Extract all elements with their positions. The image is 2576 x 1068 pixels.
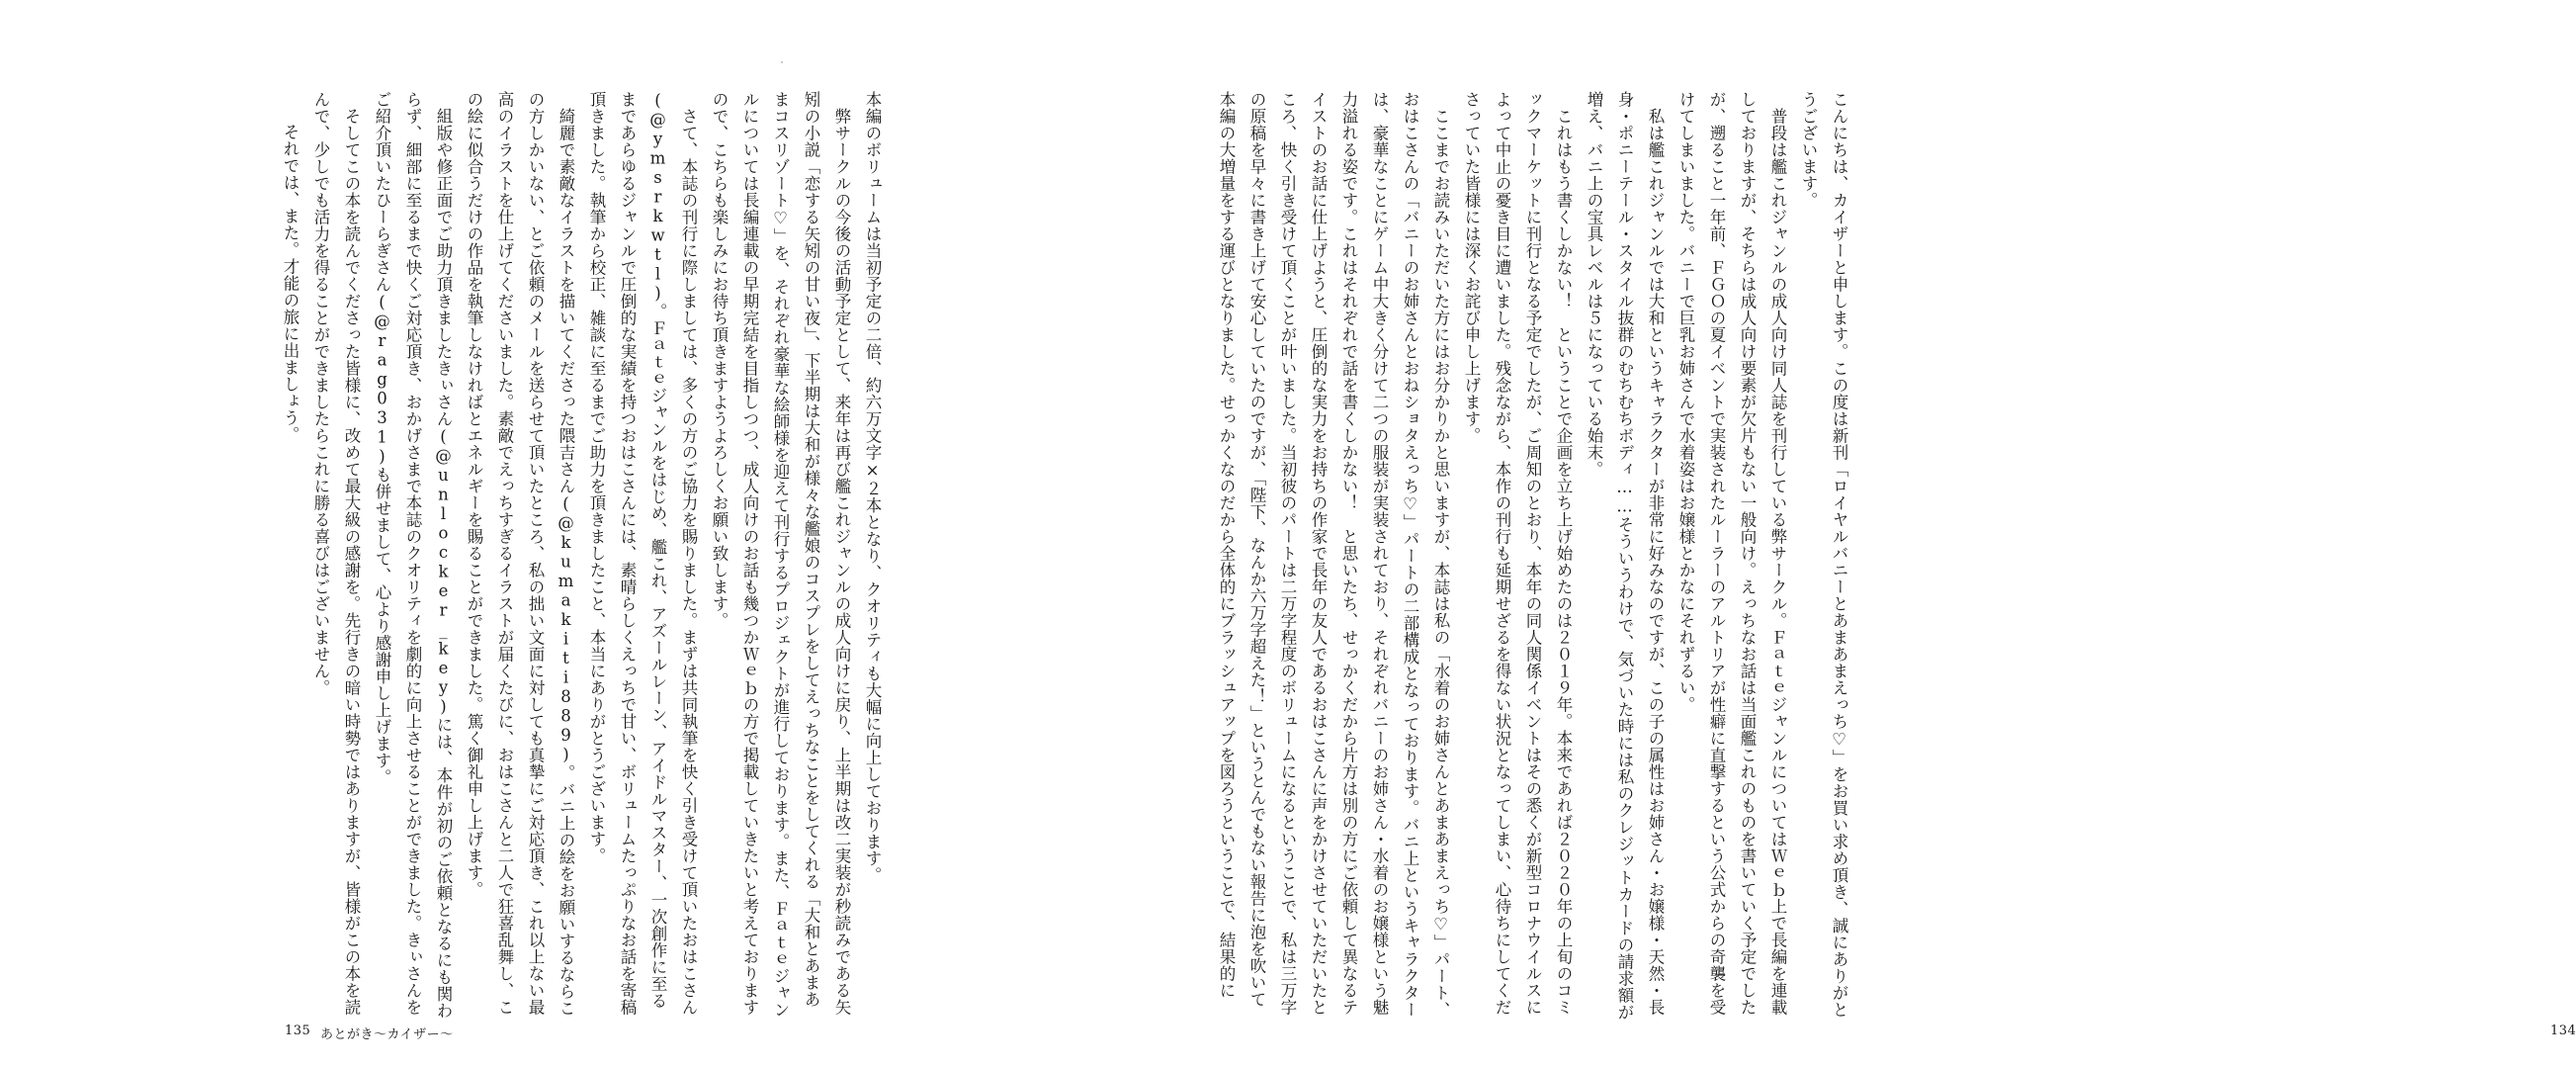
right-page: [949, 0, 2576, 1068]
paragraph: 綺麗で素敵なイラストを描いてくださった隈吉さん(@kumakiti889)。バニ上の絵をお願いするならこの方しかいない、とご依頼のメールを送らせて頂いたところ、私の拙い文面に対しても真摯にご対応頂き、これ以上ない最高のイラストを仕上げてくださいました。素敵でえっちすぎるイラストが届くたびに、おはこさんと二人で狂喜乱舞し、この絵に似合うだけの作品を執筆しなければとエネルギーを賜ることができました。篤く御礼申し上げます。: [465, 91, 575, 1017]
paragraph: 私は艦これジャンルでは大和というキャラクターが非常に好みなのですが、この子の属性はお姉さん・お嬢様・天然・長身・ポニーテール・スタイル抜群のむちむちボディ……そういうわけで、気づいた時には私のクレジットカードの請求額が増え、バニ上の宝具レベルは５になっている始末。: [1585, 91, 1665, 1021]
left-page-body: [281, 91, 888, 1021]
page-number-left: 135: [285, 1024, 311, 1038]
paragraph: これはもう書くしかない！ ということで企画を立ち上げ始めたのは２０１９年。本来であれば２０２０年の上旬のコミックマーケットに刊行となる予定でしたが、ご周知のとおり、本年の同人関係イベントはその悉くが新型コロナウイルスによって中止の憂き目に遭いました。残念ながら、本作の刊行も延期せざるを得ない状況となってしまい、心待ちにしてくださっていた皆様には深くお詫び申し上げます。: [1462, 91, 1573, 1016]
running-title: あとがき〜カイザー〜: [320, 1027, 454, 1042]
right-page-body: [1040, 91, 1854, 1021]
paragraph: ここまでお読みいただいた方にはお分かりかと思いますが、本誌は私の「水着のお姉さんとあまあまえっち♡」パート、おはこさんの「バニーのお姉さんとおねショタえっち♡」パートの二部構成となっております。バニ上というキャラクターは、豪華なことにゲーム中大きく分けて二つの服装が実装されており、それぞれバニーのお姉さん・水着のお嬢様という魅力溢れる姿です。これはそれぞれで話を書くしかない！ と思いたち、せっかくだから片方は別の方にご依頼して異なるテイストのお話に仕上げようと、圧倒的な実力をお持ちの作家で長年の友人であるおはこさんに声をかけさせていただいたところ、快く引き受けて頂くことが叶いました。当初彼のパートは二万字程度のボリュームになるということで、私は三万字の原稿を早々に書き上げて安心していたのですが、「陛下、なんか六万字超えた！」というとんでもない報告に泡を吹いて本編の大増量をする運びとなりました。せっかくなのだから全体的にブラッシュアップを図ろうということで、結果的に: [1217, 91, 1450, 1019]
paragraph: そしてこの本を読んでくださった皆様に、改めて最大級の感謝を。先行きの暗い時勢ではありますが、皆様がこの本を読んで、少しでも活力を得ることができましたらこれに勝る喜びはございません。: [311, 91, 361, 1016]
paragraph: それでは、また。才能の旅に出ましょう。: [281, 124, 300, 443]
paragraph: 本編のボリュームは当初予定の二倍、約六万文字×２本となり、クオリティも大幅に向上しております。: [863, 91, 882, 884]
page-number-right: 134: [2550, 1024, 2576, 1038]
paragraph: 弊サークルの今後の活動予定として、来年は再び艦これジャンルの成人向けに戻り、上半期は改二実装が秒読みである矢矧の小説「恋する矢矧の甘い夜」、下半期は大和が様々な艦娘のコスプレをしてえっちなことをしてくれる「大和とあまあまコスリゾート♡」を、それぞれ豪華な絵師様を迎えて刊行するプロジェクトが進行しております。また、Ｆａｔｅジャンルについては長編連載の早期完結を目指しつつ、成人向けのお話も幾つかＷｅｂの方で掲載していきたいと考えておりますので、こちらも楽しみにお待ち頂きますようよろしくお願い致します。: [710, 91, 851, 1019]
left-page: [0, 0, 949, 1068]
paragraph: こんにちは、カイザーと申します。この度は新刊「ロイヤルバニーとあまあまえっち♡」をお買い求め頂き、誠にありがとうございます。: [1799, 91, 1848, 1019]
paragraph: さて、本誌の刊行に際しましては、多くの方のご協力を賜りました。まずは共同執筆を快く引き受けて頂いたおはこさん(@ymsrkwtl)。Ｆａｔｅジャンルをはじめ、艦これ、アズールレーン、アイドルマスター、一次創作に至るまであらゆるジャンルで圧倒的な実績を持つおはこさんには、素晴らしくえっちで甘い、ボリュームたっぷりなお話を寄稿頂きました。執筆から校正、雑談に至るまでご助力を頂きましたこと、本当にありがとうございます。: [587, 91, 698, 1016]
paragraph: 組版や修正面でご助力頂きましたきぃさん(@unlocker_key)には、本件が初のご依頼となるにも関わらず、細部に至るまで快くご対応頂き、おかげさまで本誌のクオリティを劇的に向上させることができました。きぃさんをご紹介頂いたひーらぎさん(@rag031)も併せまして、心より感謝申し上げます。: [373, 91, 453, 1019]
paragraph: 普段は艦これジャンルの成人向け同人誌を刊行している弊サークル。ＦａｔｅジャンルについてはＷｅｂ上で長編を連載しておりますが、そちらは成人向け要素が欠片もない一般向け。えっちなお話は当面艦これのものを書いていく予定でしたが、遡ること一年前、ＦＧＯの夏イベントで実装されたルーラーのアルトリアが性癖に直撃するという公式からの奇襲を受けてしまいました。バニーで巨乳お姉さんで水着姿はお嬢様とかなにそれずるい。: [1676, 91, 1787, 1016]
